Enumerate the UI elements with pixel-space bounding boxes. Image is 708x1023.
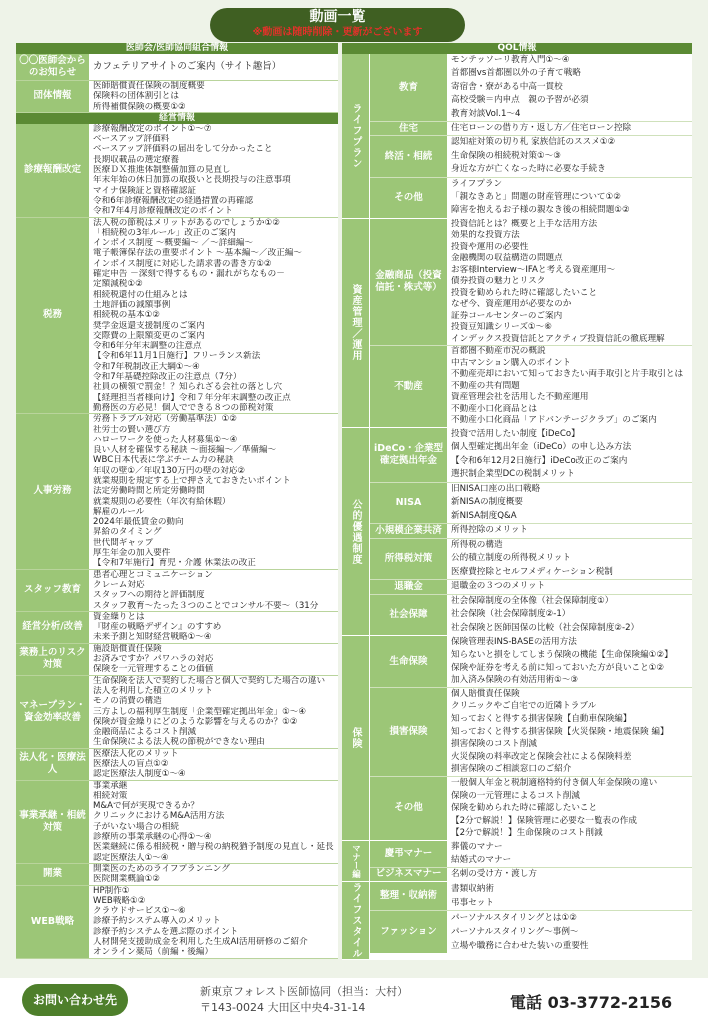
video-link[interactable]: 『財産の戦略デザイン』のすすめ [93, 622, 222, 633]
video-link[interactable]: 子がいない場合の相続 [93, 821, 179, 832]
video-link[interactable]: 知っておくと得する損害保険【自動車保険編】 [451, 713, 632, 724]
video-list [448, 777, 692, 840]
category-row [370, 54, 692, 122]
video-link[interactable]: オンライン薬局（前編・後編） [93, 947, 214, 958]
video-list [448, 346, 692, 427]
video-link[interactable]: 社会保険（社会保障制度②-1） [451, 609, 571, 620]
video-link[interactable]: 加入済み保険の有効活用術①～③ [451, 675, 579, 686]
video-link[interactable]: 不動産小口化商品とは [451, 403, 537, 414]
video-link[interactable]: 障害を抱えるお子様の親なき後の相続問題①② [451, 205, 630, 216]
video-link[interactable]: 認定医療法人①～④ [93, 852, 169, 863]
video-list [448, 595, 692, 636]
video-link[interactable]: 損害保険のご相談窓口のご紹介 [451, 764, 572, 775]
video-link[interactable]: 医院開業概論①② [93, 874, 160, 885]
video-link[interactable]: 相続税還付の仕組みとは [93, 289, 188, 300]
video-link[interactable]: 旧NISA口座の出口戦略 [451, 483, 541, 494]
page-title-banner [210, 8, 465, 42]
page-subtitle-notice: ※動画は随時削除・更新がございます [252, 27, 423, 38]
category-row [370, 346, 692, 427]
group-label: ライフプラン [342, 54, 370, 218]
category-row [370, 428, 692, 483]
category-row [16, 612, 338, 644]
category-row [16, 676, 338, 749]
video-link[interactable]: 生命保険を法人で契約した場合と個人で契約した場合の違い [93, 675, 326, 686]
video-link[interactable]: 保険が資金繰りにどのような影響を与えるのか？①② [93, 716, 298, 727]
category-label: 退職金 [370, 580, 448, 594]
video-link[interactable]: 医師賠償責任保険の制度概要 [93, 81, 205, 91]
category-label: 整理・収納術 [370, 882, 448, 910]
video-link[interactable]: クレーム対応 [93, 579, 145, 590]
video-link[interactable]: 社会保障制度の全体像（社会保障制度①） [451, 595, 614, 606]
video-list [90, 218, 338, 414]
qol-group [342, 428, 692, 637]
section-header-qol: QOL情報 [342, 43, 692, 54]
video-link[interactable]: 書類収納術 [451, 883, 494, 894]
video-link[interactable]: 事業承継 [93, 780, 128, 791]
organization-name: 新東京フォレスト医師協同（担当：大村） [200, 985, 409, 998]
video-link[interactable]: 資産管理会社を活用した不動産運用 [451, 392, 589, 403]
video-link[interactable]: 個人賠償責任保険 [451, 688, 520, 699]
group-label: 資産管理／運用 [342, 219, 370, 427]
qol-group [342, 636, 692, 841]
video-list [448, 219, 692, 346]
video-list [448, 911, 692, 953]
left-column-business-info [16, 43, 338, 959]
category-label: 事業承継・相続対策 [16, 781, 90, 863]
video-link[interactable]: パーソナルスタイリング～事例～ [451, 926, 579, 937]
video-link[interactable]: 施設賠償責任保険 [93, 643, 162, 654]
video-link[interactable]: スタッフ教育～たった３つのことでコンサル不要～（31分 [93, 600, 319, 611]
video-link[interactable]: 中古マンション購入のポイント [451, 357, 571, 368]
video-link[interactable]: 人材開発支援助成金を利用した生成AI活用研修のご紹介 [93, 937, 308, 948]
video-link[interactable]: 知っておくと得する損害保険【火災保険・地震保険 編】 [451, 726, 669, 737]
video-link[interactable]: 投資で活用したい制度【iDeCo】 [451, 428, 580, 439]
video-link[interactable]: クリニックにおけるM&A活用方法 [93, 811, 225, 822]
video-link[interactable]: 【令和6年11月1日施行】フリーランス新法 [93, 351, 261, 362]
video-link[interactable]: 法定労働時間と所定労働時間 [93, 486, 205, 497]
video-link[interactable]: 結婚式のマナー [451, 854, 512, 865]
video-link[interactable]: 生命保険の相続税対策①～③ [451, 150, 561, 161]
video-link[interactable]: 医療ＤＸ推進体制整備加算の見直し [93, 165, 231, 176]
category-label: 所得税対策 [370, 539, 448, 580]
category-label: 生命保険 [370, 636, 448, 686]
video-link[interactable]: 確定申告 －深刻で得するもの・漏れがちなもの－ [93, 269, 285, 280]
video-link[interactable]: クリニックやご自宅での近隣トラブル [451, 701, 597, 712]
video-link[interactable]: 所得税の構造 [451, 539, 503, 550]
video-link[interactable]: インボイス制度 ～概要編～ ／～詳細編～ [93, 238, 254, 249]
video-link[interactable]: WBC日本代表に学ぶチーム力の秘訣 [93, 455, 234, 466]
category-row [16, 218, 338, 415]
video-link[interactable]: ベースアップ評価料 [93, 134, 170, 145]
video-link[interactable]: 医療法人の盲点①② [93, 759, 169, 769]
video-link[interactable]: 電子帳簿保存法の重要ポイント ～基本編～／改正編～ [93, 248, 302, 259]
video-link[interactable]: パーソナルスタイリングとは①② [451, 912, 577, 923]
video-link[interactable]: 診療報酬改定のポイント①～⑦ [93, 123, 212, 134]
video-link[interactable]: 保険を一元管理することの価値 [93, 664, 214, 675]
video-link[interactable]: カフェテリアサイトのご案内（サイト趣旨） [93, 61, 282, 72]
category-row [370, 636, 692, 687]
category-row [370, 539, 692, 581]
category-label: 住宅 [370, 122, 448, 135]
video-list [448, 539, 692, 580]
video-list [448, 178, 692, 218]
contact-button[interactable]: お問い合わせ先 [22, 984, 128, 1016]
category-row [370, 868, 692, 881]
video-link[interactable]: 認定医療法人制度①～④ [93, 769, 186, 780]
group-label: 公的優遇制度 [342, 428, 370, 636]
video-link[interactable]: 金融機関の収益構造の問題点 [451, 253, 563, 264]
video-link[interactable]: 保険管理表INS-BASEの活用方法 [451, 637, 577, 648]
qol-group [342, 882, 692, 960]
video-link[interactable]: 相続税の基本①② [93, 310, 160, 321]
category-row [370, 136, 692, 177]
section-header-management: 経営情報 [16, 113, 338, 124]
category-row [16, 54, 338, 81]
video-list [448, 841, 692, 867]
category-row [16, 124, 338, 218]
video-link[interactable]: 【令和7年施行】育児・介護 休業法の改正 [93, 558, 256, 569]
video-link[interactable]: 令和7年基礎控除改正の注意点（7分） [93, 372, 242, 383]
category-label: マネープラン・資金効率改善 [16, 676, 90, 748]
qol-group [342, 54, 692, 219]
video-list [90, 864, 338, 885]
category-row [16, 81, 338, 113]
section-header-association: 医師会/医師協同組合情報 [16, 43, 338, 54]
category-label: 業務上のリスク対策 [16, 644, 90, 675]
video-link[interactable]: 昇給のタイミング [93, 527, 162, 538]
category-label: 人事労務 [16, 414, 90, 568]
category-label: 金融商品（投資信託・株式等） [370, 219, 448, 346]
subcategory-list [370, 882, 692, 959]
video-link[interactable]: WEB戦略①② [93, 895, 146, 906]
video-link[interactable]: 不動産の共有問題 [451, 380, 520, 391]
video-list [448, 54, 692, 121]
category-label: 診療報酬改定 [16, 124, 90, 217]
video-list [448, 882, 692, 910]
category-row [370, 580, 692, 595]
video-link[interactable]: 就業規則を規定する上で押さえておきたいポイント [93, 475, 291, 486]
video-link[interactable]: 債券投資の魅力とリスク [451, 276, 546, 287]
category-label: 教育 [370, 54, 448, 121]
category-row [370, 483, 692, 525]
video-link[interactable]: 資金繰りとは [93, 611, 145, 622]
category-label: 小規模企業共済 [370, 524, 448, 538]
phone-number: 電話 03-3772-2156 [510, 993, 673, 1012]
category-row [370, 882, 692, 911]
video-link[interactable]: 2024年最低賃金の動向 [93, 517, 184, 528]
video-link[interactable]: 証券コールセンターのご案内 [451, 310, 563, 321]
video-link[interactable]: モンテッソーリ教育入門①～④ [451, 55, 570, 65]
video-link[interactable]: 医療法人化のメリット [93, 748, 179, 759]
video-list [90, 570, 338, 611]
category-row [16, 886, 338, 959]
category-row [370, 219, 692, 347]
video-link[interactable]: 法人税の節税はメリットがあるのでしょうか①② [93, 217, 280, 228]
video-link[interactable]: お済みですか？パワハラの対応 [93, 654, 214, 665]
video-link[interactable]: なぜ今、資産運用が必要なのか [451, 299, 572, 310]
category-label: 終活・相続 [370, 136, 448, 176]
category-label: 開業 [16, 864, 90, 885]
video-link[interactable]: 法人を利用した積立のメリット [93, 685, 213, 696]
video-link[interactable]: 不動産小口化商品「アドバンテージクラブ」のご案内 [451, 415, 657, 426]
video-link[interactable]: 高校受験＝内申点 親の予習が必須 [451, 95, 589, 106]
video-list [90, 676, 338, 748]
category-row [16, 781, 338, 864]
video-list [90, 886, 338, 958]
video-link[interactable]: 保険の一元管理によるコスト削減 [451, 790, 580, 801]
video-link[interactable]: 「相続税の3年ルール」改正のご案内 [93, 227, 236, 238]
video-link[interactable]: 社員の横領で罰金！？知られざる会社の落とし穴 [93, 382, 283, 393]
video-list [90, 612, 338, 643]
video-link[interactable]: 診療所の事業承継の心得①～④ [93, 832, 212, 843]
video-link[interactable]: 葬儀のマナー [451, 841, 503, 852]
video-link[interactable]: 立場や職務に合わせた装いの重要性 [451, 940, 589, 951]
group-label: 保険 [342, 636, 370, 840]
video-link[interactable]: 奨学金返還支援制度のご案内 [93, 320, 205, 331]
category-label: 団体情報 [16, 81, 90, 112]
video-link[interactable]: 三方よしの福利厚生制度「企業型確定拠出年金」①～④ [93, 706, 307, 717]
video-link[interactable]: 投資を勧められた時に確認したいこと [451, 287, 598, 298]
category-row [16, 749, 338, 781]
video-link[interactable]: 定額減税①② [93, 279, 143, 290]
video-link[interactable]: 未来予測と知財経営戦略①～④ [93, 632, 212, 643]
category-row [370, 688, 692, 777]
video-link[interactable]: 投資豆知識シリーズ①～⑥ [451, 322, 552, 333]
subcategory-list [370, 636, 692, 840]
video-link[interactable]: 【2分で解説！】生命保険のコスト削減 [451, 828, 603, 839]
qol-group [342, 841, 692, 882]
subcategory-list [370, 219, 692, 427]
video-link[interactable]: 保険を勧められた時に確認したいこと [451, 803, 598, 814]
video-link[interactable]: 所得補償保険の概要①② [93, 101, 186, 112]
subcategory-list [370, 428, 692, 636]
video-link[interactable]: 新NISAの制度概要 [451, 497, 524, 508]
video-link[interactable]: 医業継続に係る相続税・贈与税の納税猶予制度の見直し・延長 [93, 842, 334, 853]
category-row [370, 777, 692, 840]
video-link[interactable]: 火災保険の料率改定と保険会社による保険料差 [451, 751, 632, 762]
contact-address [200, 984, 408, 1016]
footer [0, 978, 708, 1023]
video-link[interactable]: 就業規則の必要性（年次有給休暇） [93, 496, 231, 507]
video-link[interactable]: 【2分で解説！】保険管理に必要な一覧表の作成 [451, 815, 637, 826]
video-link[interactable]: 良い人材を確保する秘訣 ～面接編～／準備編～ [93, 445, 277, 456]
video-list [448, 868, 692, 881]
video-link[interactable]: 投資信託とは？概要と上手な活用方法 [451, 218, 598, 229]
video-link[interactable]: 公的積立制度の所得税メリット [451, 553, 571, 564]
video-link[interactable]: 損害保険のコスト削減 [451, 739, 537, 750]
category-row [370, 122, 692, 136]
video-list [90, 749, 338, 780]
video-link[interactable]: 令和6年診療報酬改定の経過措置の再確認 [93, 195, 254, 206]
subcategory-list [370, 841, 692, 881]
category-row [16, 644, 338, 676]
subcategory-list [370, 54, 692, 218]
video-link[interactable]: 年末年始の休日加算の取扱いと長期投与の注意事項 [93, 175, 291, 186]
video-link[interactable]: 選択制企業型DCの税制メリット [451, 469, 575, 480]
category-label: NISA [370, 483, 448, 524]
video-list [90, 54, 338, 80]
video-list [90, 644, 338, 675]
video-link[interactable]: ライフプラン [451, 178, 503, 189]
category-label: 不動産 [370, 346, 448, 427]
video-link[interactable]: ベースアップ評価料の届出をして分かったこと [93, 144, 273, 155]
video-link[interactable]: 身近な方が亡くなった時に必要な手続き [451, 164, 606, 175]
video-link[interactable]: 解雇のルール [93, 506, 145, 517]
video-link[interactable]: 「親なきあと」問題の財産管理について①② [451, 192, 621, 203]
category-row [370, 595, 692, 636]
video-link[interactable]: HP制作① [93, 885, 130, 896]
video-link[interactable]: インボイス制度に対応した請求書の書き方①② [93, 258, 272, 269]
video-link[interactable]: 寄宿舎・寮がある中高一貫校 [451, 81, 563, 92]
category-row [370, 524, 692, 539]
category-label: 税務 [16, 218, 90, 414]
video-link[interactable]: 効果的な投資方法 [451, 230, 520, 241]
video-link[interactable]: 患者心理とコミュニケーション [93, 569, 213, 580]
right-column-qol-info [342, 43, 692, 960]
category-label: その他 [370, 777, 448, 840]
video-link[interactable]: 診療予約システム導入のメリット [93, 916, 221, 927]
category-row [16, 864, 338, 886]
video-link[interactable]: お客様Interview～IFAと考える資産運用～ [451, 264, 616, 275]
video-link[interactable]: ハローワークを使った人材募集①～④ [93, 434, 238, 445]
video-link[interactable]: 土地評価の減額事例 [93, 299, 171, 310]
category-row [370, 911, 692, 953]
video-link[interactable]: 令和7年4月診療報酬改定のポイント [93, 206, 233, 217]
video-link[interactable]: 住宅ローンの借り方・返し方／住宅ローン控除 [451, 123, 632, 134]
video-link[interactable]: インデックス投資信託とアクティブ投資信託の徹底理解 [451, 333, 665, 344]
video-link[interactable]: 投資や運用の必要性 [451, 241, 529, 252]
video-link[interactable]: 年収の壁①／年収130万円の壁の対応② [93, 465, 246, 476]
video-link[interactable]: 診療予約システムを選ぶ際のポイント [93, 926, 239, 937]
video-list [448, 688, 692, 776]
video-link[interactable]: 世代間ギャップ [93, 537, 154, 548]
video-link[interactable]: 首都圏vs首都圏以外の子育て戦略 [451, 68, 581, 79]
category-label: 慶弔マナー [370, 841, 448, 867]
group-label: ライフスタイル [342, 882, 370, 959]
category-label: iDeCo・企業型確定拠出年金 [370, 428, 448, 482]
video-link[interactable]: 認知症対策の切り札 家族信託のススメ①② [451, 137, 616, 148]
video-link[interactable]: 医療費控除とセルフメディケーション税制 [451, 566, 613, 577]
video-link[interactable]: 一般個人年金と税制適格特約付き個人年金保険の違い [451, 777, 658, 788]
video-link[interactable]: M&Aで何が実現できるか？ [93, 801, 199, 812]
video-link[interactable]: 保険料の団体割引とは [93, 91, 179, 102]
category-row [370, 178, 692, 218]
video-link[interactable]: 令和6年分年末調整の注意点 [93, 341, 202, 352]
video-link[interactable]: 令和7年税制改正大綱①～④ [93, 361, 200, 372]
video-link[interactable]: 弔事セット [451, 897, 494, 908]
video-link[interactable]: 【経理担当者様向け】令和７年分年末調整の改正点 [93, 392, 291, 403]
category-label: 経営分析/改善 [16, 612, 90, 643]
category-label: 法人化・医療法人 [16, 749, 90, 780]
video-link[interactable]: 個人型確定拠出年金（iDeCo）の申し込み方法 [451, 442, 632, 453]
page-title: 動画一覧 [309, 9, 366, 25]
video-link[interactable]: 保険や証券を考える前に知っておいた方が良いこと①② [451, 662, 665, 673]
video-link[interactable]: 退職金の３つのメリット [451, 581, 546, 592]
video-link[interactable]: 厚生年金の加入要件 [93, 548, 171, 559]
postal-address: 〒143-0024 大田区中央4-31-14 [200, 1001, 366, 1014]
video-link[interactable]: スタッフへの期待と評価制度 [93, 590, 205, 601]
video-list [448, 636, 692, 686]
video-list [90, 81, 338, 112]
video-link[interactable]: 首都圏不動産市況の概説 [451, 346, 546, 357]
video-list [448, 428, 692, 482]
video-list [90, 124, 338, 217]
video-list [90, 414, 338, 568]
video-list [90, 781, 338, 863]
video-list [448, 483, 692, 524]
video-link[interactable]: 生命保険による法人税の節税ができない理由 [93, 737, 265, 748]
video-link[interactable]: 長期収載品の選定療養 [93, 154, 179, 165]
video-link[interactable]: 新NISA制度Q&A [451, 510, 517, 521]
video-link[interactable]: 【令和6年12月2日施行】iDeCo改正のご案内 [451, 455, 628, 466]
category-label: 〇〇医師会からのお知らせ [16, 54, 90, 80]
category-label: 損害保険 [370, 688, 448, 776]
video-link[interactable]: 所得控除のメリット [451, 525, 529, 536]
video-link[interactable]: 不動産売却において知っておきたい両手取引と片手取引とは [451, 369, 684, 380]
qol-group [342, 219, 692, 428]
category-label: 社会保障 [370, 595, 448, 636]
video-list [448, 122, 692, 135]
video-link[interactable]: 名刺の受け方・渡し方 [451, 868, 537, 879]
video-link[interactable]: 教育対談Vol.1～4 [451, 108, 521, 119]
video-link[interactable]: 知らないと損をしてしまう保険の機能【生命保険編①②】 [451, 649, 673, 660]
video-link[interactable]: 社会保険と医師国保の比較（社会保障制度②-2） [451, 622, 640, 633]
video-link[interactable]: 金融商品によるコスト削減 [93, 727, 197, 738]
category-label: ファッション [370, 911, 448, 953]
category-row [16, 414, 338, 569]
video-link[interactable]: 労務トラブル対応（労働基準法）①② [93, 414, 237, 425]
video-link[interactable]: 開業医のためのライフプランニング [93, 863, 230, 874]
category-row [370, 841, 692, 868]
category-label: その他 [370, 178, 448, 218]
video-link[interactable]: 相続対策 [93, 790, 128, 801]
video-list [448, 524, 692, 538]
video-link[interactable]: クラウドサービス①～⑥ [93, 906, 186, 917]
video-list [448, 136, 692, 176]
video-link[interactable]: 社労士の賢い選び方 [93, 424, 171, 435]
video-link[interactable]: 勤務医の方必見！個人でできる８つの節税対策 [93, 402, 274, 413]
video-list [448, 580, 692, 594]
category-row [16, 570, 338, 612]
category-label: スタッフ教育 [16, 570, 90, 611]
group-label: マナー編 [342, 841, 370, 881]
category-label: ビジネスマナー [370, 868, 448, 881]
category-label: WEB戦略 [16, 886, 90, 958]
video-link[interactable]: マイナ保険証と資格確認証 [93, 185, 196, 196]
video-link[interactable]: 交際費の上限額変更のご案内 [93, 330, 205, 341]
video-link[interactable]: モノの消費の構造 [93, 696, 162, 707]
